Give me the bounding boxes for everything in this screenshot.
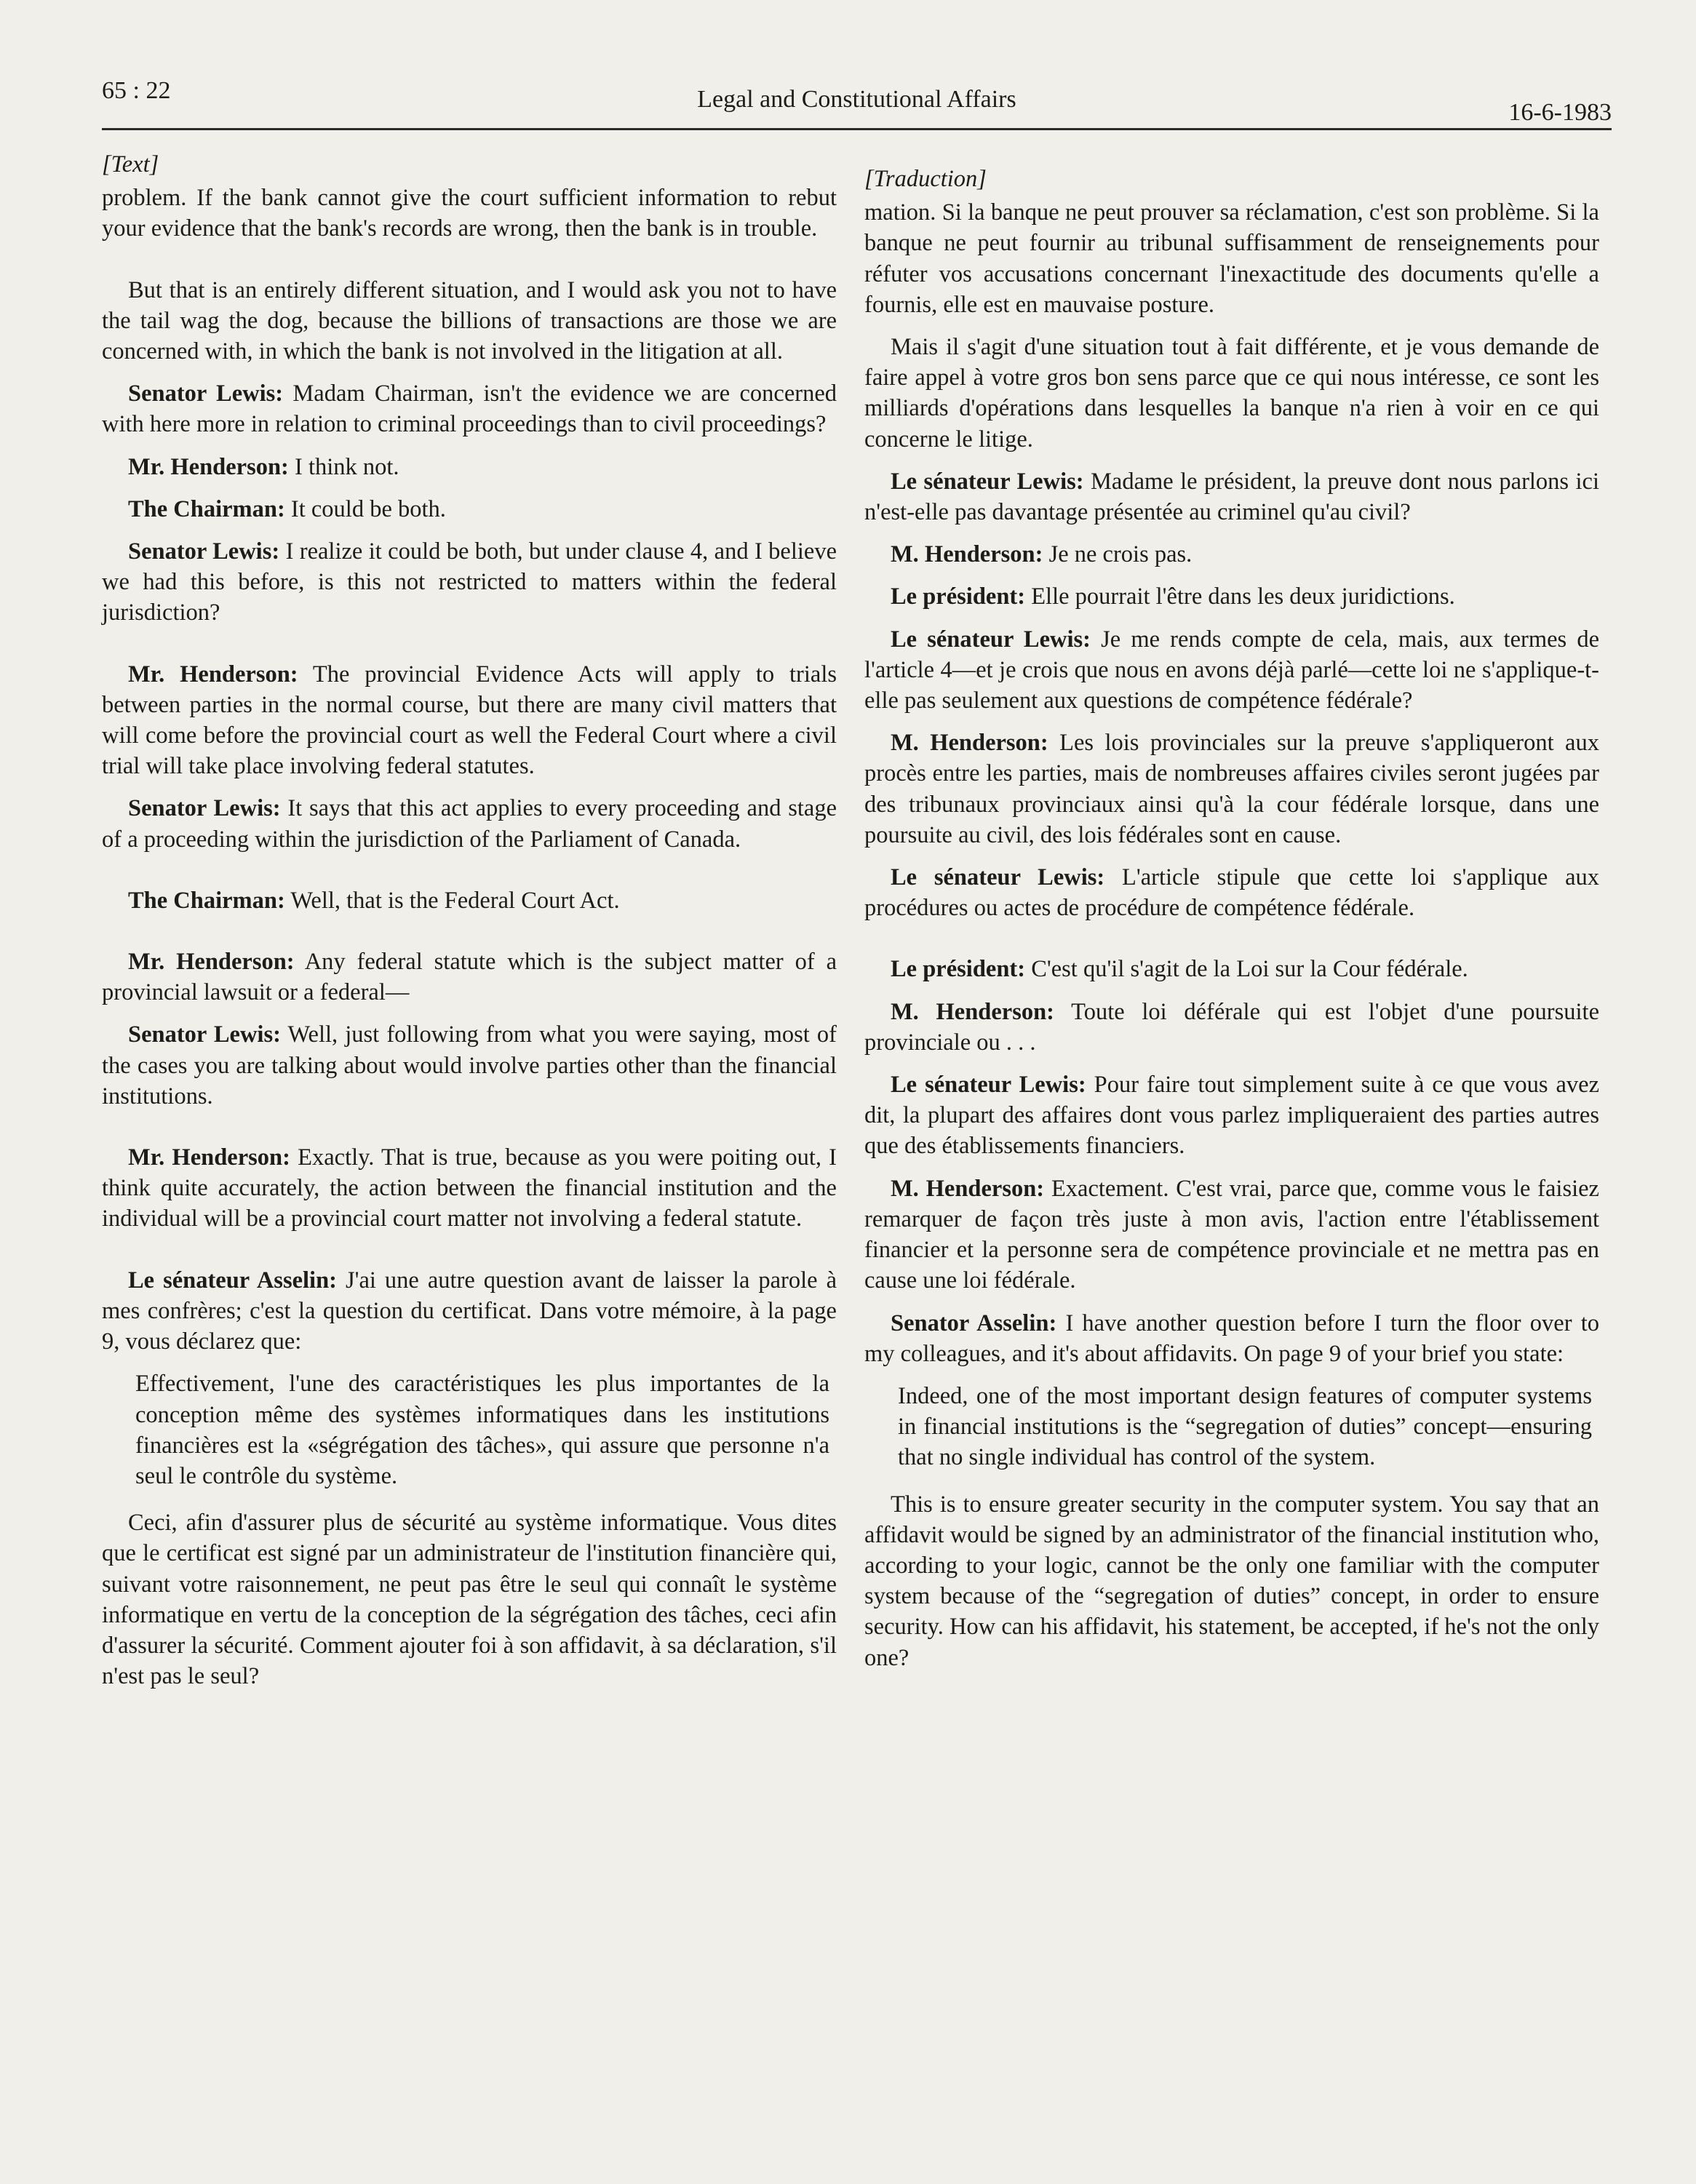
speech-text: J'ai une autre question avant de laisser la parole à mes confrères; c'est la question du certificat. Dans votre mémoire, à la page 9, vous déclarez que: (102, 1267, 837, 1355)
speech-text: It says that this act applies to every proceeding and stage of a proceeding within the jurisdiction of the Parliament of Canada. (102, 795, 837, 853)
paragraph (102, 659, 837, 782)
paragraph (102, 793, 837, 854)
speaker-name: Le sénateur Lewis: (891, 864, 1105, 891)
paragraph (102, 536, 837, 629)
paragraph (864, 466, 1599, 527)
paragraph (864, 1308, 1599, 1369)
paragraph (102, 452, 837, 482)
speech-text: The provincial Evidence Acts will apply to trials between parties in the normal course, but there are many civil matters that will come before the provincial court as well the Federal Court where a civil trial will take place involving federal statutes. (102, 661, 837, 780)
speaker-name: M. Henderson: (891, 998, 1055, 1025)
speaker-name: Le sénateur Lewis: (891, 626, 1091, 653)
speech-text: Exactly. That is true, because as you were poiting out, I think quite accurately, the action between the financial institution and the individual will be a provincial court matter not involving a federal statute. (102, 1144, 837, 1232)
paragraph (864, 1069, 1599, 1162)
paragraph (864, 862, 1599, 923)
paragraph: This is to ensure greater security in the computer system. You say that an affidavit would be signed by an administrator of the financial institution who, according to your logic, cannot be the only one familiar with the computer system because of the “segregation of duties” concept, in order to ensure security. How can his affidavit, his statement, be accepted, if he's not the only one? (864, 1491, 1599, 1671)
speaker-name: Mr. Henderson: (128, 949, 295, 976)
speaker-name: Senator Lewis: (128, 795, 281, 822)
speaker-name: Mr. Henderson: (128, 1144, 290, 1171)
paragraph (102, 494, 837, 525)
speech-text: Pour faire tout simplement suite à ce que vous avez dit, la plupart des affaires dont vous parlez impliqueraient des parties autres que des établissements financiers. (864, 1072, 1599, 1160)
speaker-name: The Chairman: (128, 887, 285, 914)
paragraph: But that is an entirely different situation, and I would ask you not to have the tail wag the dog, because the billions of transactions are those we are concerned with, in which the bank is not involved in the litigation at all. (102, 276, 837, 365)
page-number: 65 : 22 (102, 77, 171, 104)
speech-text: Madame le président, la preuve dont nous parlons ici n'est-elle pas davantage présentée au criminel qu'au civil? (864, 468, 1599, 526)
speech-text: Toute loi déférale qui est l'objet d'une poursuite provinciale ou . . . (864, 998, 1599, 1056)
speech-text: Madam Chairman, isn't the evidence we are concerned with here more in relation to criminal proceedings than to civil proceedings? (102, 380, 837, 438)
paragraph (864, 997, 1599, 1058)
paragraph (102, 885, 837, 916)
speaker-name: Le président: (891, 583, 1026, 610)
speaker-name: Mr. Henderson: (128, 661, 298, 688)
speech-text: I think not. (288, 453, 399, 480)
paragraph (864, 581, 1599, 612)
speech-text: It could be both. (284, 495, 446, 522)
speaker-name: Le sénateur Lewis: (891, 468, 1084, 495)
speech-text: Exactement. C'est vrai, parce que, comme vous le faisiez remarquer de façon très juste à mon avis, l'action entre l'établissement financier et la personne sera de compétence provinciale et ne mettra pas en cause une loi fédérale. (864, 1175, 1599, 1294)
speaker-name: Le président: (891, 956, 1026, 983)
language-label: [Traduction] (864, 166, 987, 192)
paragraph (102, 1265, 837, 1358)
paragraph (864, 1173, 1599, 1296)
speech-text: Je ne crois pas. (1043, 541, 1193, 568)
speaker-name: Le sénateur Asselin: (128, 1267, 337, 1294)
speech-text: I realize it could be both, but under clause 4, and I believe we had this before, is this not restricted to matters within the federal jurisdiction? (102, 538, 837, 626)
language-label: [Text] (102, 151, 159, 178)
speech-text: I have another question before I turn the floor over to my colleagues, and it's about affidavits. On page 9 of your brief you state: (864, 1310, 1599, 1367)
speech-text: Les lois provinciales sur la preuve s'appliqueront aux procès entre les parties, mais de nombreuses affaires civiles seront jugées par des tribunaux provinciaux ainsi qu'à la cour fédérale lorsque, dans une poursuite au civil, des lois fédérales sont en cause. (864, 730, 1599, 848)
paragraph: Mais il s'agit d'une situation tout à fait différente, et je vous demande de faire appel à votre gros bon sens parce que ce qui nous intéresse, ce sont les milliards d'opérations dans lesquelles la banque n'a rien à voir en ce qui concerne le litige. (864, 334, 1599, 453)
speaker-name: Senator Lewis: (128, 538, 280, 565)
speech-text: Any federal statute which is the subject matter of a provincial lawsuit or a federal— (102, 949, 837, 1006)
paragraph (864, 539, 1599, 570)
block-quote: Indeed, one of the most important design features of computer systems in financial institutions is the “segregation of duties” concept—ensuring that no single individual has control of the system. (898, 1382, 1592, 1471)
header-rule (102, 128, 1612, 130)
paragraph (864, 954, 1599, 984)
paragraph (864, 624, 1599, 717)
paragraph (102, 1019, 837, 1112)
paragraph: mation. Si la banque ne peut prouver sa réclamation, c'est son problème. Si la banque ne peut fournir au tribunal suffisamment de renseignements pour réfuter vos accusations concernant l'inexactitude des documents qu'elle a fournis, elle est en mauvaise posture. (864, 199, 1599, 318)
page-header (102, 70, 1612, 135)
speaker-name: M. Henderson: (891, 1175, 1045, 1202)
speech-text: Well, just following from what you were saying, most of the cases you are talking about would involve parties other than the financial institutions. (102, 1021, 837, 1109)
speaker-name: Senator Asselin: (891, 1310, 1057, 1336)
speech-text: L'article stipule que cette loi s'applique aux procédures ou actes de procédure de compétence fédérale. (864, 864, 1599, 922)
speaker-name: M. Henderson: (891, 730, 1048, 757)
paragraph (102, 1142, 837, 1235)
right-column (864, 164, 1599, 1685)
speaker-name: M. Henderson: (891, 541, 1043, 568)
speaker-name: Senator Lewis: (128, 380, 284, 407)
speaker-name: Senator Lewis: (128, 1021, 281, 1048)
speech-text: Je me rends compte de cela, mais, aux termes de l'article 4—et je crois que nous en avons déjà parlé—cette loi ne s'applique-t-elle pas seulement aux questions de compétence fédérale? (864, 626, 1599, 714)
paragraph (102, 946, 837, 1008)
speech-text: C'est qu'il s'agit de la Loi sur la Cour fédérale. (1025, 956, 1468, 983)
speaker-name: Mr. Henderson: (128, 453, 289, 480)
paragraph (102, 378, 837, 439)
speech-text: Elle pourrait l'être dans les deux juridictions. (1025, 583, 1455, 610)
speaker-name: Le sénateur Lewis: (891, 1072, 1086, 1099)
left-column (102, 149, 837, 1703)
paragraph: problem. If the bank cannot give the court sufficient information to rebut your evidence that the bank's records are wrong, then the bank is in trouble. (102, 185, 837, 242)
paragraph: Ceci, afin d'assurer plus de sécurité au système informatique. Vous dites que le certificat est signé par un administrateur de l'institution financière qui, suivant votre raisonnement, ne peut pas être le seul qui connaît le système informatique en vertu de la conception de la ségrégation des tâches, ceci afin d'assurer la sécurité. Comment ajouter foi à son affidavit, à sa déclaration, s'il n'est pas le seul? (102, 1510, 837, 1690)
header-date: 16-6-1983 (1508, 99, 1612, 126)
running-title: Legal and Constitutional Affairs (697, 86, 1016, 113)
block-quote: Effectivement, l'une des caractéristiques les plus importantes de la conception même des systèmes informatiques dans les institutions financières est la «ségrégation des tâches», qui assure que personne n'a seul le contrôle du système. (135, 1371, 829, 1489)
paragraph (864, 728, 1599, 850)
speech-text: Well, that is the Federal Court Act. (284, 887, 620, 914)
speaker-name: The Chairman: (128, 495, 285, 522)
